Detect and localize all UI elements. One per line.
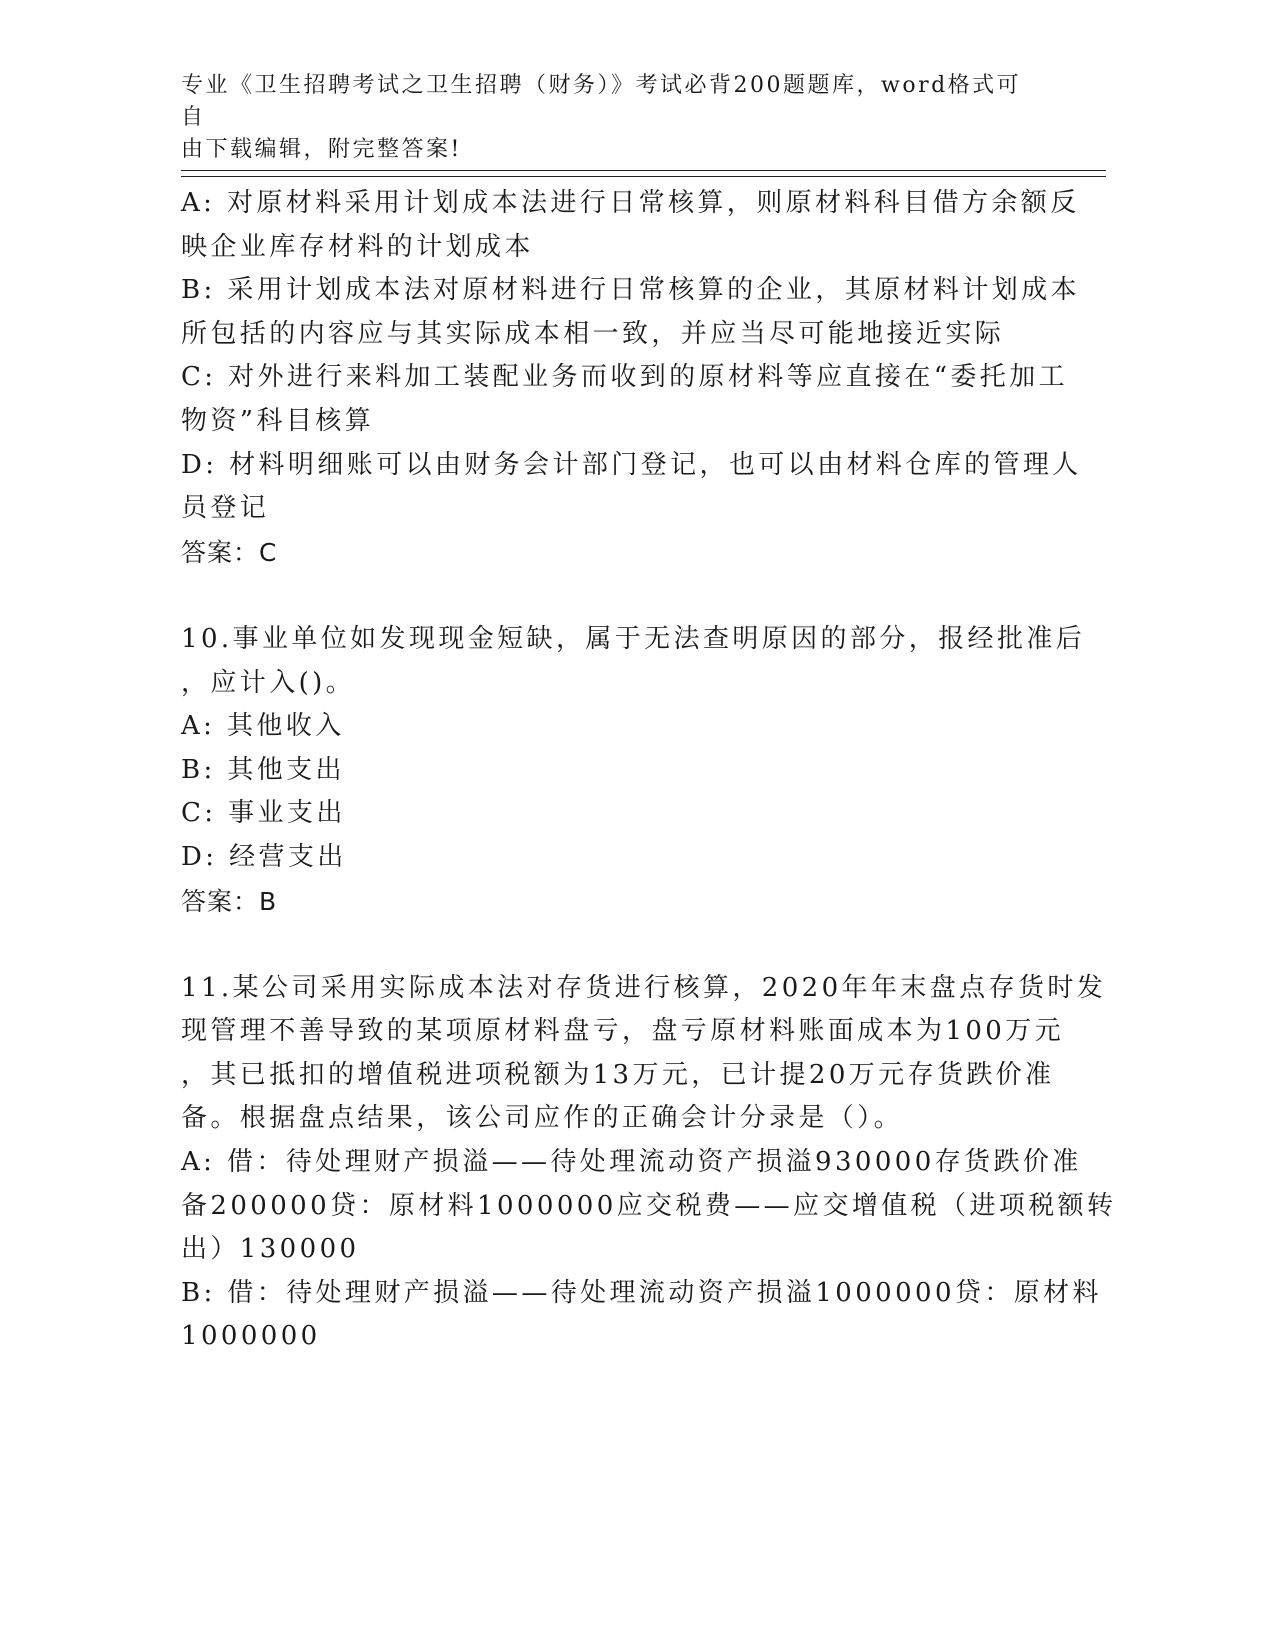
document-body bbox=[181, 182, 1117, 1359]
spacer bbox=[181, 923, 1031, 967]
question-11 bbox=[181, 967, 1117, 1359]
option-d: D: 经营支出 bbox=[181, 841, 347, 872]
header-divider-top bbox=[181, 170, 1106, 171]
option-c-line: 物资”科目核算 bbox=[181, 405, 375, 436]
option-b-line: 1000000 bbox=[181, 1321, 321, 1352]
question-text-line: 备。根据盘点结果，该公司应作的正确会计分录是（）。 bbox=[181, 1103, 904, 1134]
option-d-line: 员登记 bbox=[181, 493, 270, 524]
question-text-line: 10.事业单位如发现现金短缺，属于无法查明原因的部分，报经批准后 bbox=[181, 623, 1086, 654]
question-10 bbox=[181, 618, 1086, 923]
header-title-line-1: 专业《卫生招聘考试之卫生招聘（财务）》考试必背200题题库，word格式可自 bbox=[181, 73, 1022, 130]
document-header bbox=[181, 70, 1041, 166]
option-d-line: D: 材料明细账可以由财务会计部门登记，也可以由材料仓库的管理人 bbox=[181, 449, 1082, 480]
option-a-line: 备200000贷：原材料1000000应交税费——应交增值税（进项税额转 bbox=[181, 1190, 1117, 1221]
option-a-line: A: 借：待处理财产损溢——待处理流动资产损溢930000存货跌价准 bbox=[181, 1147, 1082, 1178]
option-b: B: 其他支出 bbox=[181, 754, 345, 785]
answer-label: 答案：B bbox=[181, 886, 278, 916]
option-a-line: A: 对原材料采用计划成本法进行日常核算，则原材料科目借方余额反 bbox=[181, 188, 1080, 218]
answer-label: 答案：C bbox=[181, 537, 278, 567]
question-text-line: ，应计入()。 bbox=[181, 667, 356, 698]
spacer bbox=[181, 574, 1031, 618]
question-text-line: ，其已抵扣的增值税进项税额为13万元，已计提20万元存货跌价准 bbox=[181, 1059, 1055, 1090]
question-9 bbox=[181, 182, 1082, 574]
option-a-line: 出）130000 bbox=[181, 1234, 360, 1265]
option-b-line: B: 采用计划成本法对原材料进行日常核算的企业，其原材料计划成本 bbox=[181, 275, 1080, 306]
option-a-line: 映企业库存材料的计划成本 bbox=[181, 231, 534, 262]
question-text-line: 现管理不善导致的某项原材料盘亏，盘亏原材料账面成本为100万元 bbox=[181, 1016, 1065, 1047]
option-b-line: 所包括的内容应与其实际成本相一致，并应当尽可能地接近实际 bbox=[181, 318, 1005, 349]
question-text-line: 11.某公司采用实际成本法对存货进行核算，2020年年末盘点存货时发 bbox=[181, 972, 1107, 1003]
option-c: C: 事业支出 bbox=[181, 798, 346, 829]
header-divider-bottom bbox=[181, 176, 1106, 177]
option-b-line: B: 借：待处理财产损溢——待处理流动资产损溢1000000贷：原材料 bbox=[181, 1277, 1102, 1308]
option-a: A: 其他收入 bbox=[181, 711, 345, 742]
option-c-line: C: 对外进行来料加工装配业务而收到的原材料等应直接在“委托加工 bbox=[181, 362, 1069, 393]
header-title-line-2: 由下载编辑，附完整答案! bbox=[181, 137, 462, 162]
